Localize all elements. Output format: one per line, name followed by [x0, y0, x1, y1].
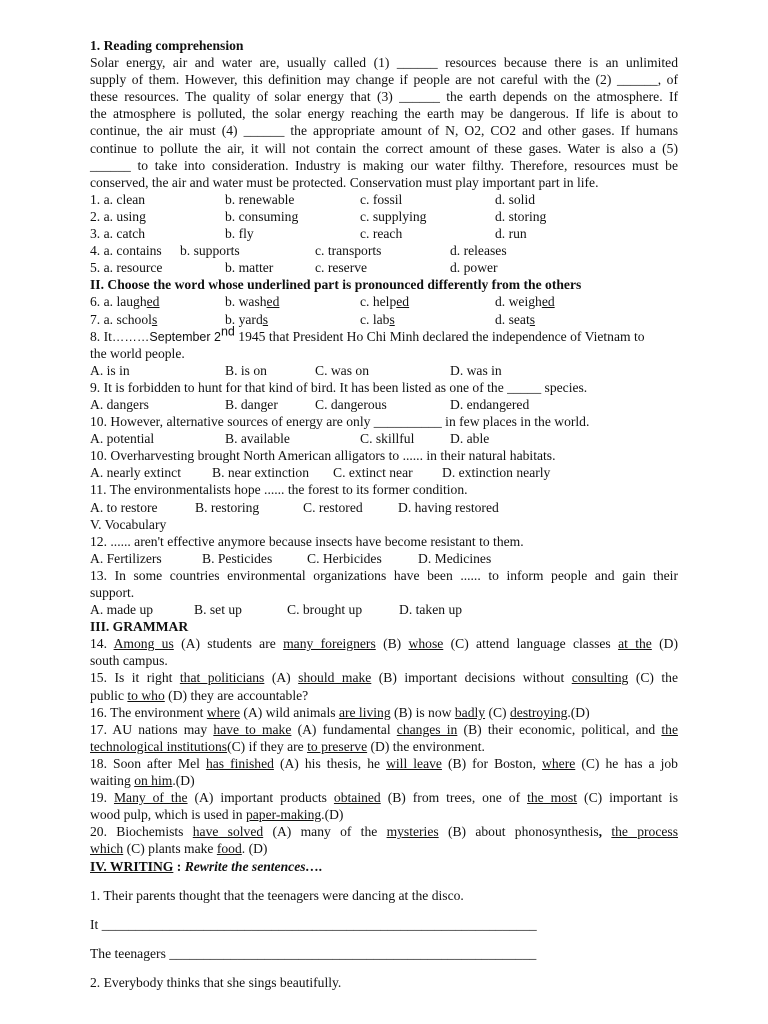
word-stem: b. wash — [225, 294, 267, 310]
question-text: 1945 that President Ho Chi Minh declared the independence of Vietnam to — [234, 328, 645, 344]
text: waiting — [90, 773, 135, 789]
option: D. was in — [450, 362, 502, 378]
text: (A) students are — [173, 636, 284, 652]
question-18-continued — [90, 772, 678, 789]
text: (A) many of the — [263, 824, 387, 840]
question-12: 12. ...... aren't effective anymore because insects have become resistant to them. — [90, 533, 524, 549]
section-title-pronunciation: II. Choose the word whose underlined part is pronounced differently from the others — [90, 277, 582, 293]
question-19-continued — [90, 806, 678, 823]
blank-dots: ……… — [111, 329, 150, 344]
option: B. available — [225, 431, 290, 447]
underlined-b: obtained — [333, 790, 381, 806]
question-14-continued: south campus. — [90, 653, 168, 669]
question-8-continued: the world people. — [90, 345, 185, 361]
option: C. restored — [303, 499, 363, 515]
option: B. is on — [225, 362, 267, 378]
option: C. extinct near — [333, 465, 413, 481]
text: 19. — [90, 790, 114, 806]
underlined-d: destroying — [509, 704, 568, 720]
question-9: 9. It is forbidden to hunt for that kind of bird. It has been listed as one of the _____ species. — [90, 379, 588, 395]
underlined-d: paper-making — [245, 807, 322, 823]
section-title-vocabulary: V. Vocabulary — [90, 516, 167, 532]
question-17-continued — [90, 738, 678, 755]
writing-sentence-2: 2. Everybody thinks that she sings beautifully. — [90, 974, 342, 990]
date-text: September 2 — [149, 329, 221, 344]
passage-line: continue, the air must (4) ______ the appropriate amount of N, O2, CO2 and other gases. If humans — [90, 123, 678, 139]
underlined-d: to who — [127, 687, 165, 703]
text: (C) plants make — [123, 841, 217, 857]
text: (A) wild animals — [240, 704, 339, 720]
question-1-options — [90, 191, 678, 208]
question-20 — [90, 823, 678, 840]
question-16 — [90, 704, 678, 721]
underlined-b: changes in — [396, 721, 458, 737]
option: d. run — [495, 226, 527, 242]
option: A. Fertilizers — [90, 550, 162, 566]
underlined-b: mysteries — [386, 824, 439, 840]
option-d — [495, 311, 535, 328]
passage-line: conserved, the air and water must be protected. Conservation must play important part in life. — [90, 174, 599, 190]
text: (D) the environment. — [367, 738, 485, 754]
passage-line: Solar energy, air and water are, usually called (1) ______ resources because there is an unlimited — [90, 55, 678, 71]
question-9-options — [90, 396, 678, 413]
option: A. potential — [90, 431, 155, 447]
question-11-options — [90, 499, 678, 516]
underlined-c: where — [542, 755, 576, 771]
text: (B) is now — [390, 704, 455, 720]
option: d. power — [450, 260, 498, 276]
word-stem: d. weigh — [495, 294, 542, 310]
option: 5. a. resource — [90, 260, 163, 276]
question-10-options — [90, 430, 678, 447]
word-stem: c. help — [360, 294, 397, 310]
question-20-continued — [90, 840, 678, 857]
underlined-d: to preserve — [307, 738, 368, 754]
text: (C) the — [628, 670, 679, 686]
question-7 — [90, 311, 678, 328]
option: D. taken up — [399, 602, 463, 618]
underlined-d: food — [216, 841, 242, 857]
text: (C) attend language classes — [443, 636, 619, 652]
rewrite-line-teenagers[interactable]: The teenagers ______________________________________________________ — [90, 945, 537, 961]
question-number: 7. a. — [90, 311, 117, 327]
question-10b-options — [90, 464, 678, 481]
question-6 — [90, 293, 678, 310]
option: C. dangerous — [315, 396, 387, 412]
underlined-part: ed — [541, 294, 555, 310]
text — [602, 824, 611, 839]
text: (B) from trees, one of — [380, 790, 528, 806]
word-stem: laugh — [116, 294, 147, 310]
text: .(D) — [172, 773, 195, 789]
question-text: 8. It — [90, 328, 112, 344]
text: .(D) — [567, 704, 590, 720]
text: 15. Is it right — [90, 670, 180, 686]
passage-line: these resources. The quality of solar energy that (3) ______ the earth depends on the atmosphere. If — [90, 89, 678, 105]
text: (B) important decisions without — [371, 670, 572, 686]
option-c — [360, 293, 409, 310]
text: (B) about phonosynthesis — [438, 824, 599, 840]
option: B. restoring — [195, 499, 260, 515]
rewrite-line-it[interactable]: It ________________________________________________________________ — [90, 916, 537, 932]
question-10b: 10. Overharvesting brought North American alligators to ...... in their natural habitats. — [90, 448, 556, 464]
underlined-a: Many of the — [113, 790, 188, 806]
underlined-c: the process — [611, 824, 678, 840]
option-d — [495, 293, 555, 310]
word-stem: c. lab — [360, 311, 390, 327]
colon: : — [173, 858, 185, 874]
underlined-part: s — [389, 311, 395, 327]
question-19 — [90, 789, 678, 806]
text: 16. The environment — [90, 704, 207, 720]
question-8 — [90, 324, 678, 345]
option: b. consuming — [225, 208, 299, 224]
ordinal-suffix: nd — [220, 324, 235, 339]
passage-line: the atmosphere is polluted, the solar energy reaching the earth may be dangerous. If life is about to — [90, 106, 678, 122]
option: A. is in — [90, 362, 130, 378]
underlined-b: should make — [298, 670, 372, 686]
text: (B) their economic, political, and — [457, 721, 662, 737]
option: B. set up — [194, 602, 242, 618]
underlined-d: on him — [134, 773, 173, 789]
option: c. reach — [360, 226, 403, 242]
option: 3. a. catch — [90, 226, 146, 242]
option: A. made up — [90, 602, 154, 618]
question-15 — [90, 669, 678, 686]
text: 18. Soon after Mel — [90, 755, 206, 771]
text: (A) — [264, 670, 299, 686]
option: C. brought up — [287, 602, 363, 618]
underlined-a: Among us — [113, 636, 174, 652]
writing-instruction: Rewrite the sentences…. — [184, 858, 323, 874]
underlined-d: at the — [618, 636, 652, 652]
underlined-b: are living — [338, 704, 391, 720]
text: (C) — [485, 704, 510, 720]
option: B. danger — [225, 396, 278, 412]
question-12-options — [90, 550, 678, 567]
option: D. endangered — [450, 396, 530, 412]
text: (C) he has a job — [575, 755, 678, 771]
text: (A) fundamental — [291, 721, 397, 737]
question-number: 6. a. — [90, 294, 117, 310]
question-10: 10. However, alternative sources of energy are only __________ in few places in the world. — [90, 414, 590, 430]
option: D. able — [450, 431, 490, 447]
underlined-a: have to make — [213, 721, 292, 737]
underlined-part: s — [151, 311, 158, 327]
option: 4. a. contains — [90, 243, 162, 259]
underlined-c: technological institutions — [90, 738, 228, 754]
question-18 — [90, 755, 678, 772]
question-8-options — [90, 362, 678, 379]
passage-line: ______ to take into consideration. Industry is making our water filthy. Therefore, resources must be — [90, 157, 678, 173]
section-title-writing — [90, 858, 678, 875]
section-title-grammar: III. GRAMMAR — [90, 619, 189, 635]
underlined-a: has finished — [205, 755, 274, 771]
option: b. fly — [225, 226, 254, 242]
section-title-reading: 1. Reading comprehension — [90, 38, 244, 53]
text: . (D) — [241, 841, 268, 857]
underlined-c: whose — [408, 636, 444, 652]
text: wood pulp, which is used in — [90, 807, 246, 823]
underlined-b: many foreigners — [283, 636, 376, 652]
question-5-options — [90, 259, 678, 276]
text: (A) his thesis, he — [273, 755, 387, 771]
option: A. dangers — [90, 396, 149, 412]
underlined-part: ed — [396, 294, 410, 310]
question-3-options — [90, 225, 678, 242]
underlined-part: ed — [146, 294, 160, 310]
question-2-options — [90, 208, 678, 225]
option: c. transports — [315, 243, 382, 259]
option: D. having restored — [398, 499, 499, 515]
option: C. skillful — [360, 431, 415, 447]
text: 14. — [90, 636, 114, 652]
underlined-c: the — [661, 721, 678, 737]
option: d. solid — [495, 191, 536, 207]
option: A. nearly extinct — [90, 465, 181, 481]
passage-line: supply of them. However, this definition may change if people are not careful with the (2) ______, of — [90, 72, 678, 88]
word-stem: b. yard — [225, 311, 263, 327]
option: D. Medicines — [418, 550, 492, 566]
option-c — [360, 311, 395, 328]
option: D. extinction nearly — [442, 465, 551, 481]
underlined-a: have solved — [192, 824, 264, 840]
underlined-b: will leave — [386, 755, 442, 771]
option: B. Pesticides — [202, 550, 273, 566]
word-stem: school — [116, 311, 152, 327]
option: c. reserve — [315, 260, 368, 276]
option: C. was on — [315, 362, 369, 378]
option: C. Herbicides — [307, 550, 382, 566]
question-11: 11. The environmentalists hope ...... the forest to its former condition. — [90, 482, 468, 498]
text: (D) they are accountable? — [164, 687, 309, 703]
underlined-c: badly — [454, 704, 486, 720]
text: 20. Biochemists — [90, 824, 193, 840]
option: 2. a. using — [90, 208, 146, 224]
option: d. storing — [495, 208, 547, 224]
text: public — [90, 687, 128, 703]
question-13-continued: support. — [90, 585, 135, 600]
question-15-continued — [90, 687, 678, 704]
underlined-part: s — [262, 311, 269, 327]
option: c. fossil — [360, 191, 403, 207]
underlined-part: s — [529, 311, 536, 327]
option-a — [90, 293, 159, 310]
worksheet-page — [90, 37, 678, 991]
writing-heading: IV. WRITING — [90, 858, 174, 874]
option: b. renewable — [225, 191, 295, 207]
underlined-c: which — [90, 841, 124, 857]
underlined-c: the most — [527, 790, 578, 806]
text: .(D) — [321, 807, 344, 823]
text: (C) if they are — [227, 738, 308, 754]
underlined-c: consulting — [571, 670, 629, 686]
option-b — [225, 293, 279, 310]
option: d. releases — [450, 243, 507, 259]
underlined-part: ed — [266, 294, 280, 310]
text: (D) — [651, 636, 679, 652]
option: B. near extinction — [212, 465, 310, 481]
text: (A) important products — [187, 790, 334, 806]
text: 17. AU nations may — [90, 721, 214, 737]
question-17 — [90, 721, 678, 738]
option: A. to restore — [90, 499, 158, 515]
option: b. supports — [180, 243, 240, 259]
question-14 — [90, 635, 678, 652]
underlined-a: where — [206, 704, 241, 720]
question-13: 13. In some countries environmental organizations have been ...... to inform people and gain their — [90, 567, 678, 583]
text: (C) important is — [577, 790, 679, 806]
text: (B) for Boston, — [441, 755, 543, 771]
question-4-options — [90, 242, 678, 259]
option-a — [90, 311, 157, 328]
passage-line: continue to pollute the air, it will not contain the correct amount of these gases. Water is also a (5) — [90, 140, 678, 156]
word-stem: d. seat — [495, 311, 530, 327]
option: c. supplying — [360, 208, 427, 224]
comma: , — [598, 824, 603, 840]
option: 1. a. clean — [90, 191, 146, 207]
reading-passage — [90, 54, 678, 191]
underlined-a: that politicians — [179, 670, 265, 686]
option: b. matter — [225, 260, 274, 276]
writing-sentence-1: 1. Their parents thought that the teenagers were dancing at the disco. — [90, 887, 464, 903]
text: (B) — [375, 636, 409, 652]
question-13-options — [90, 601, 678, 618]
